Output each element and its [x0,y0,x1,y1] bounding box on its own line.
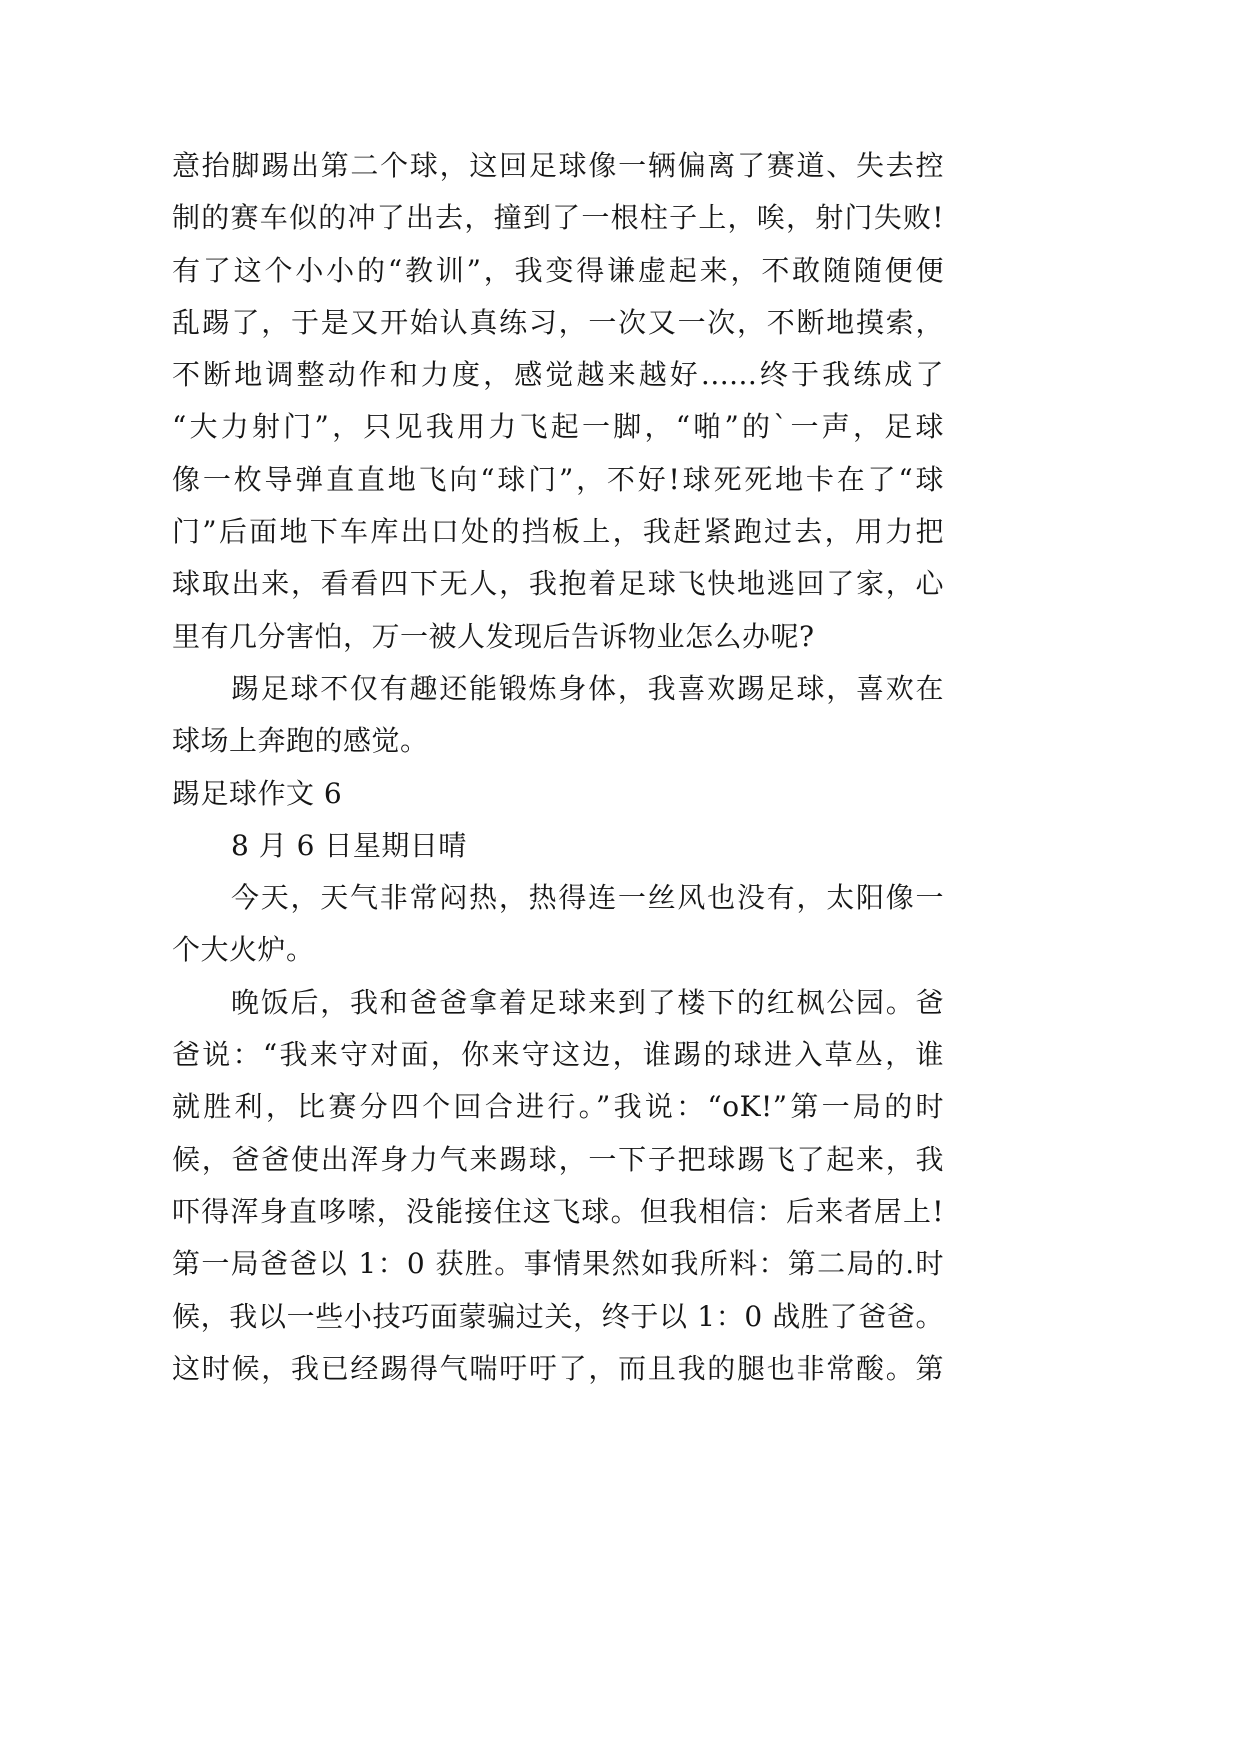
text-line: “大力射门”，只见我用力飞起一脚，“啪”的`一声，足球 [172,410,944,444]
paragraph [172,872,944,977]
text-line: 不断地调整动作和力度，感觉越来越好......终于我练成了 [172,358,944,392]
text-line: 就胜利，比赛分四个回合进行。”我说：“oK!”第一局的时 [172,1090,944,1124]
text-line: 个大火炉。 [172,933,315,967]
text-line: 意抬脚踢出第二个球，这回足球像一辆偏离了赛道、失去控 [172,149,944,182]
text-line: 第一局爸爸以 1：0 获胜。事情果然如我所料：第二局的.时 [172,1247,944,1281]
text-line: 像一枚导弹直直地飞向“球门”，不好!球死死地卡在了“球 [172,462,944,496]
text-line: 制的赛车似的冲了出去，撞到了一根柱子上，唉，射门失败! [172,201,944,235]
paragraph-continued [172,140,944,663]
text-line: 门”后面地下车库出口处的挡板上，我赶紧跑过去，用力把 [172,515,944,549]
paragraph-closing [172,663,944,768]
text-line: 吓得浑身直哆嗦，没能接住这飞球。但我相信：后来者居上! [172,1194,944,1228]
paragraph [172,977,944,1395]
text-line: 踢足球不仅有趣还能锻炼身体，我喜欢踢足球，喜欢在 [231,671,944,705]
text-line: 今天，天气非常闷热，热得连一丝风也没有，太阳像一 [231,881,944,915]
text-line: 里有几分害怕，万一被人发现后告诉物业怎么办呢? [172,619,815,653]
text-line: 有了这个小小的“教训”，我变得谦虚起来，不敢随随便便 [172,253,944,287]
text-line: 这时候，我已经踢得气喘吁吁了，而且我的腿也非常酸。第 [172,1351,944,1385]
document-body [172,140,944,1395]
text-line: 乱踢了，于是又开始认真练习，一次又一次，不断地摸索， [172,305,944,339]
text-line: 球取出来，看看四下无人，我抱着足球飞快地逃回了家，心 [172,567,944,601]
text-line: 球场上奔跑的感觉。 [172,724,429,758]
text-line: 候，我以一些小技巧面蒙骗过关，终于以 1：0 战胜了爸爸。 [172,1299,944,1333]
date-line: 8 月 6 日星期日晴 [231,828,467,862]
text-line: 爸说：“我来守对面，你来守这边，谁踢的球进入草丛，谁 [172,1038,944,1072]
text-line: 晚饭后，我和爸爸拿着足球来到了楼下的红枫公园。爸 [231,985,944,1019]
essay-title: 踢足球作文 6 [172,776,343,810]
text-line: 候，爸爸使出浑身力气来踢球，一下子把球踢飞了起来，我 [172,1142,944,1176]
